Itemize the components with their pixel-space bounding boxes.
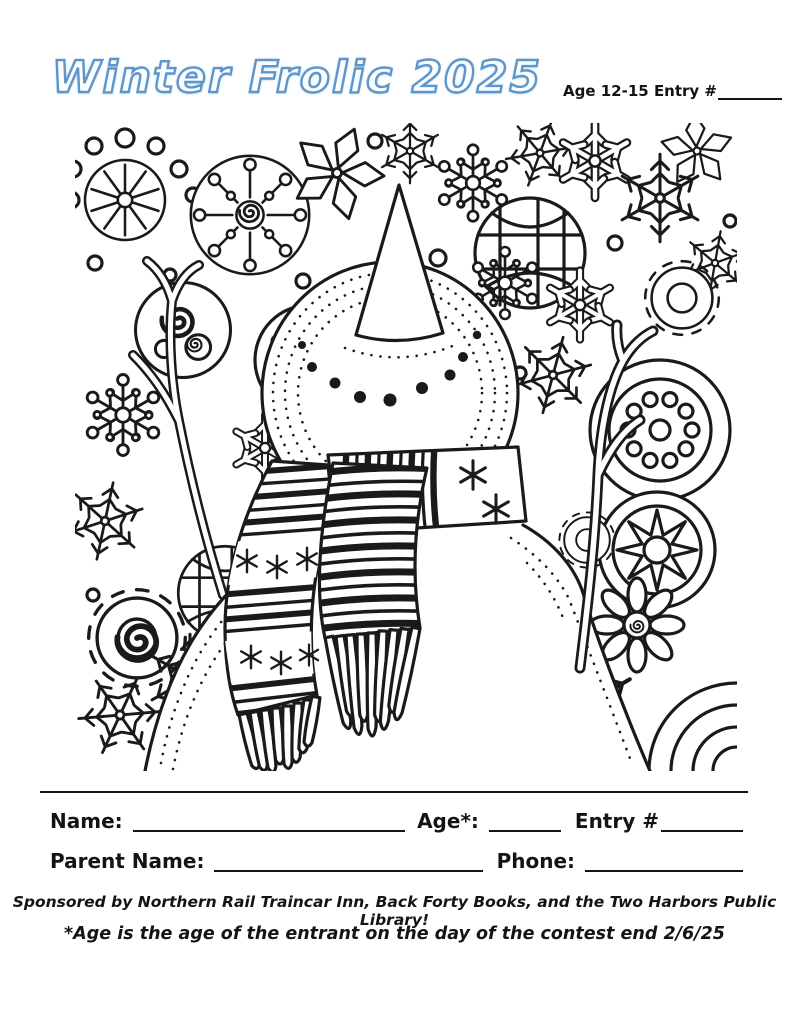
phone-blank-line <box>585 852 743 872</box>
form-divider-line <box>40 791 748 793</box>
age-blank-line <box>489 812 561 832</box>
page-title: Winter Frolic 2025 <box>52 52 543 103</box>
entry-number-blank-line <box>718 84 782 100</box>
phone-label: Phone: <box>496 849 575 873</box>
parent-row <box>50 850 743 872</box>
entry-label: Entry # <box>574 809 659 833</box>
age-label: Age*: <box>417 809 479 833</box>
name-blank-line <box>133 812 405 832</box>
parent-name-label: Parent Name: <box>50 849 205 873</box>
parent-name-blank-line <box>214 852 482 872</box>
name-label: Name: <box>50 809 123 833</box>
sponsor-line: Sponsored by Northern Rail Traincar Inn, Back Forty Books, and the Two Harbors Public Library! <box>12 893 777 929</box>
snowman-coloring-illustration <box>75 123 737 771</box>
corner-swirl <box>649 683 737 771</box>
entry-blank-line <box>661 812 743 832</box>
age-group-entry-row <box>563 82 782 100</box>
age-group-entry-label: Age 12-15 Entry # <box>563 82 717 100</box>
name-row <box>50 810 743 832</box>
age-footnote: *Age is the age of the entrant on the day of the contest end 2/6/25 <box>64 924 725 944</box>
